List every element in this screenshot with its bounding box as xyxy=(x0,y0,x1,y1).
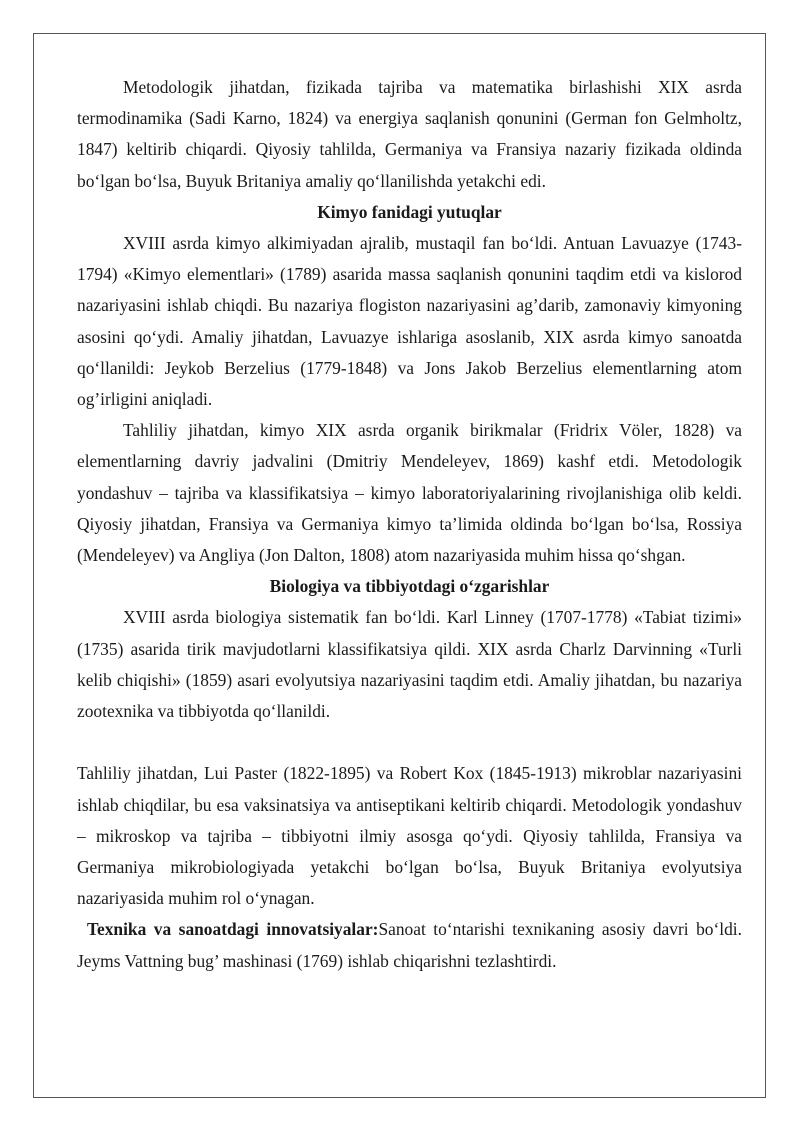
paragraph-biology-linnaeus: XVIII asrda biologiya sistematik fan bo‘ldi. Karl Linney (1707-1778) «Tabiat tizimi» (1735) asarida tirik mavjudotlarni klassifikatsiya qildi. XIX asrda Charlz Darvinning «Turli kelib chiqishi» (1859) asari evolyutsiya nazariyasini taqdim etdi. Amaliy jihatdan, bu nazariya zootexnika va tibbiyotda qo‘llanildi. xyxy=(77,607,742,722)
paragraph-medicine-analysis: Tahliliy jihatdan, Lui Paster (1822-1895) va Robert Kox (1845-1913) mikroblar nazariyasini ishlab chiqdilar, bu esa vaksinatsiya va antiseptikani keltirib chiqardi. Metodologik yondashuv – mikroskop va tajriba – tibbiyotni ilmiy asosga qo‘ydi. Qiyosiy tahlilda, Fransiya va Germaniya mikrobiologiyada yetakchi bo‘lgan bo‘lsa, Buyuk Britaniya evolyutsiya nazariyasida muhim rol o‘ynagan. xyxy=(77,763,742,909)
section-heading-biology: Biologiya va tibbiyotdagi o‘zgarishlar xyxy=(269,576,550,597)
paragraph-chemistry-lavoisier: XVIII asrda kimyo alkimiyadan ajralib, mustaqil fan bo‘ldi. Antuan Lavuazye (1743-1794) «Kimyo elementlari» (1789) asarida massa saqlanish qonunini taqdim etdi va kislorod nazariyasini ishlab chiqdi. Bu nazariya flogiston nazariyasini ag’darib, zamonaviy kimyoning asosini qo‘ydi. Amaliy jihatdan, Lavuazye ishlariga asoslanib, XIX asrda kimyo sanoatda qo‘llanildi: Jeykob Berzelius (1779-1848) va Jons Jakob Berzelius elementlarning atom og’irligini aniqladi. xyxy=(77,233,742,410)
inline-heading-technology: Texnika va sanoatdagi innovatsiyalar: xyxy=(87,919,379,940)
paragraph-technology xyxy=(77,914,742,976)
document-body xyxy=(77,72,742,977)
paragraph-technology-text: Sanoat to‘ntarishi texnikaning asosiy davri bo‘ldi. Jeyms Vattning bug’ mashinasi (1769) ishlab chiqarishni tezlashtirdi. xyxy=(77,919,742,971)
section-heading-chemistry: Kimyo fanidagi yutuqlar xyxy=(317,201,502,222)
blank-line xyxy=(77,727,742,758)
paragraph-chemistry-analysis: Tahliliy jihatdan, kimyo XIX asrda organik birikmalar (Fridrix Völer, 1828) va elementlarning davriy jadvalini (Dmitriy Mendeleyev, 1869) kashf etdi. Metodologik yondashuv – tajriba va klassifikatsiya – kimyo laboratoriyalarining rivojlanishiga olib keldi. Qiyosiy jihatdan, Fransiya va Germaniya kimyo ta’limida oldinda bo‘lgan bo‘lsa, Rossiya (Mendeleyev) va Angliya (Jon Dalton, 1808) atom nazariyasida muhim hissa qo‘shgan. xyxy=(77,420,742,566)
paragraph-physics-methodology: Metodologik jihatdan, fizikada tajriba va matematika birlashishi XIX asrda termodinamika (Sadi Karno, 1824) va energiya saqlanish qonunini (German fon Gelmholtz, 1847) keltirib chiqardi. Qiyosiy tahlilda, Germaniya va Fransiya nazariy fizikada oldinda bo‘lgan bo‘lsa, Buyuk Britaniya amaliy qo‘llanilishda yetakchi edi. xyxy=(77,77,742,191)
